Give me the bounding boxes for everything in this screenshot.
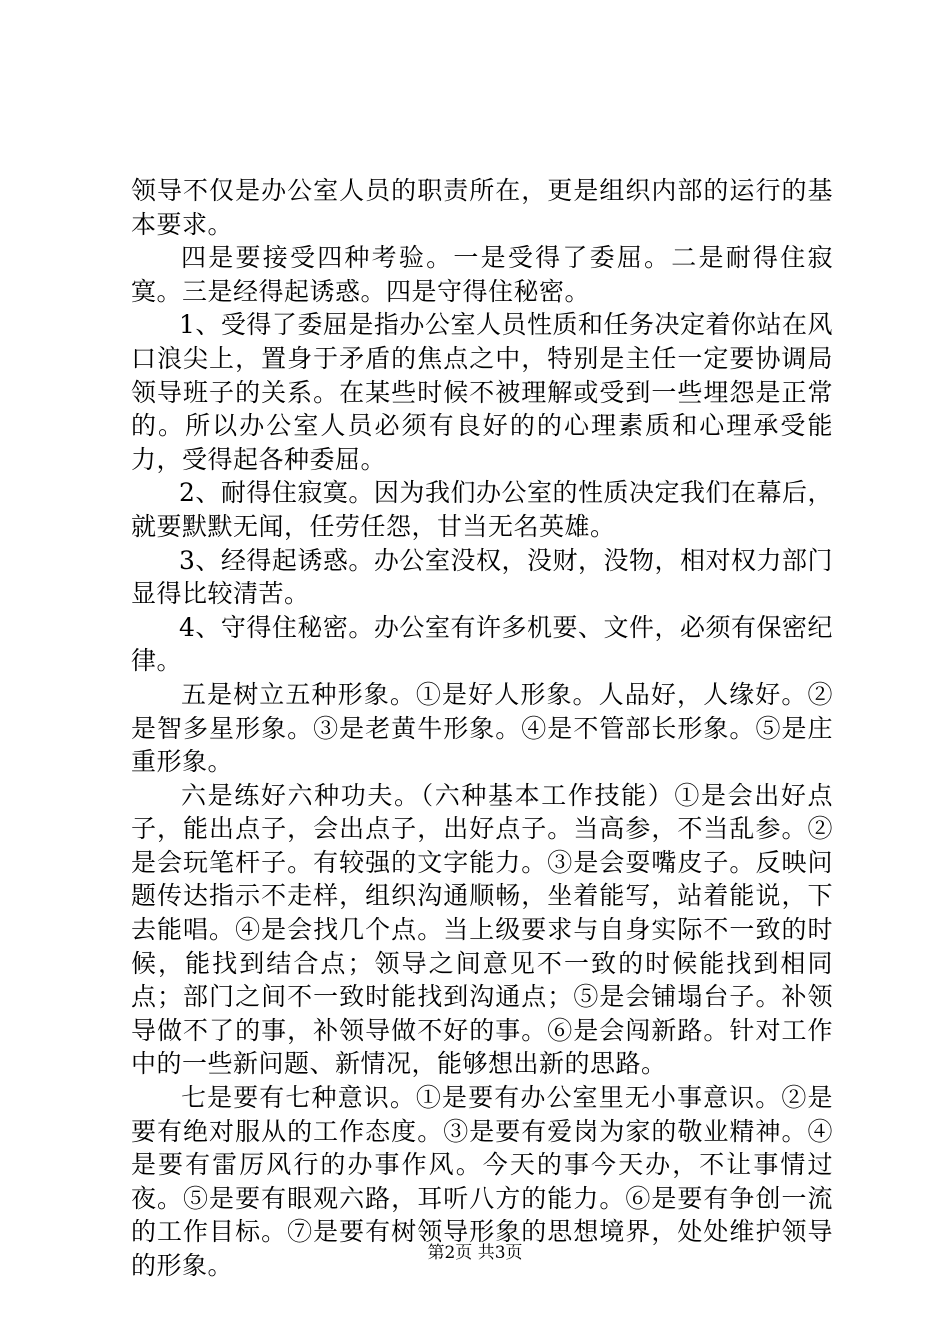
paragraph-continuation: 领导不仅是办公室人员的职责所在，更是组织内部的运行的基本要求。 xyxy=(131,176,833,239)
document-body xyxy=(131,174,833,1283)
paragraph-six-skills: 六是练好六种功夫。（六种基本工作技能）①是会出好点子，能出点子，会出点子，出好点子。当高参，不当乱参。②是会玩笔杆子。有较强的文字能力。③是会耍嘴皮子。反映问题传达指示不走样，组织沟通顺畅，坐着能写，站着能说，下去能唱。④是会找几个点。当上级要求与自身实际不一致的时候，能找到结合点；领导之间意见不一致的时候能找到相同点；部门之间不一致时能找到沟通点；⑤是会铺塌台子。补领导做不了的事，补领导做不好的事。⑥是会闯新路。针对工作中的一些新问题、新情况，能够想出新的思路。 xyxy=(131,780,833,1079)
page-number-label: 第2页 共3页 xyxy=(427,1243,523,1263)
paragraph-loneliness: 2、耐得住寂寞。因为我们办公室的性质决定我们在幕后，就要默默无闻，任劳任怨，甘当无名英雄。 xyxy=(131,478,833,541)
paragraph-secrets: 4、守得住秘密。办公室有许多机要、文件，必须有保密纪律。 xyxy=(131,612,833,676)
paragraph-four-tests: 四是要接受四种考验。一是受得了委屈。二是耐得住寂寞。三是经得起诱惑。四是守得住秘密。 xyxy=(131,243,833,306)
paragraph-grievance: 1、受得了委屈是指办公室人员性质和任务决定着你站在风口浪尖上，置身于矛盾的焦点之中，特别是主任一定要协调局领导班子的关系。在某些时候不被理解或受到一些埋怨是正常的。所以办公室人员必须有良好的的心理素质和心理承受能力，受得起各种委屈。 xyxy=(131,310,833,474)
page-footer xyxy=(0,1243,950,1263)
paragraph-seven-awareness: 七是要有七种意识。①是要有办公室里无小事意识。②是要有绝对服从的工作态度。③是要有爱岗为家的敬业精神。④是要有雷厉风行的办事作风。今天的事今天办，不让事情过夜。⑤是要有眼观六路，耳听八方的能力。⑥是要有争创一流的工作目标。⑦是要有树领导形象的思想境界，处处维护领导的形象。 xyxy=(131,1083,833,1280)
paragraph-five-images: 五是树立五种形象。①是好人形象。人品好，人缘好。②是智多星形象。③是老黄牛形象。④是不管部长形象。⑤是庄重形象。 xyxy=(131,679,833,777)
paragraph-temptation: 3、经得起诱惑。办公室没权，没财，没物，相对权力部门显得比较清苦。 xyxy=(131,545,833,609)
